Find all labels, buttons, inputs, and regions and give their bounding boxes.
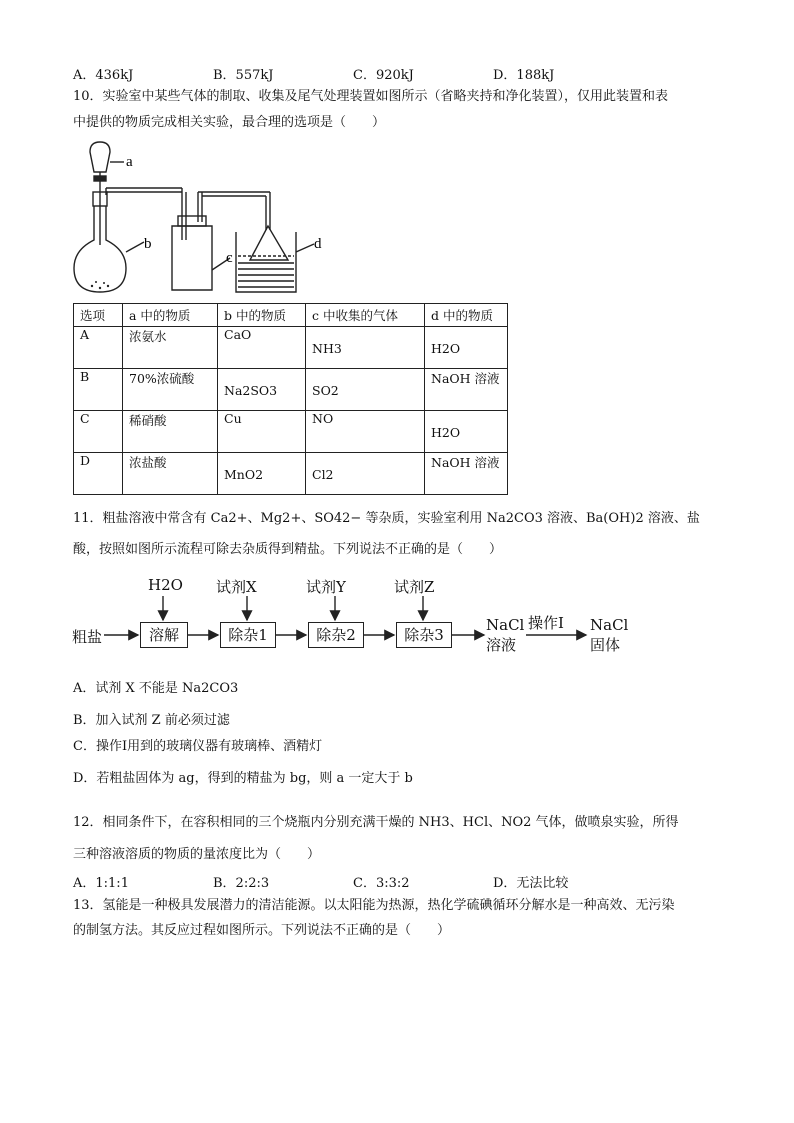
flow-box-remove1: 除杂1 — [220, 622, 276, 648]
q9-option-d: D．188kJ — [493, 68, 555, 83]
table-cell — [306, 327, 425, 369]
table-row — [74, 411, 508, 453]
q12-option-a: A．1:1:1 — [73, 876, 129, 891]
apparatus-label-a: a — [126, 154, 133, 170]
formula: NH3 — [312, 341, 342, 356]
table-header-cell: 选项 — [74, 304, 123, 327]
apparatus-label-b: b — [144, 236, 152, 252]
q9-options — [73, 64, 773, 82]
table-cell — [218, 453, 306, 495]
table-header-cell: b 中的物质 — [218, 304, 306, 327]
q13-stem-line2: 的制氢方法。其反应过程如图所示。下列说法不正确的是（ ） — [73, 923, 451, 938]
table-row — [74, 453, 508, 495]
flow-box-remove3: 除杂3 — [396, 622, 452, 648]
table-cell: 稀硝酸 — [123, 411, 218, 453]
q10-apparatus-diagram — [70, 140, 340, 300]
flow-nacl-solution-1: NaCl — [486, 616, 525, 634]
flow-nacl-solid-1: NaCl — [590, 616, 629, 634]
q11-option-c: C．操作Ⅰ用到的玻璃仪器有玻璃棒、酒精灯 — [73, 739, 323, 754]
table-cell: CaO — [218, 327, 306, 369]
q12-option-b: B．2:2:3 — [213, 876, 270, 891]
table-cell: 浓氨水 — [123, 327, 218, 369]
q13-stem-line1: 13．氢能是一种极具发展潜力的清洁能源。以太阳能为热源，热化学硫碘循环分解水是一种高效、无污染 — [73, 898, 675, 913]
formula: H2O — [431, 341, 461, 356]
q11-option-d: D．若粗盐固体为 ag，得到的精盐为 bg，则 a 一定大于 b — [73, 771, 413, 786]
table-cell: B — [74, 369, 123, 411]
flow-box-dissolve: 溶解 — [140, 622, 188, 648]
q11-flow-diagram — [70, 572, 670, 664]
table-cell: D — [74, 453, 123, 495]
formula: MnO2 — [224, 467, 264, 482]
q11-option-b: B．加入试剂 Z 前必须过滤 — [73, 713, 230, 728]
q10-stem-line2: 中提供的物质完成相关实验，最合理的选项是（ ） — [73, 115, 386, 130]
formula: Na2SO3 — [224, 383, 278, 398]
formula: Cl2 — [312, 467, 334, 482]
flow-reagent-z: 试剂Z — [394, 578, 435, 596]
apparatus-label-c: c — [226, 250, 233, 266]
q9-option-a: A．436kJ — [73, 68, 134, 83]
apparatus-label-d: d — [314, 236, 322, 252]
table-cell — [425, 411, 508, 453]
table-header-cell: d 中的物质 — [425, 304, 508, 327]
table-cell: 70%浓硫酸 — [123, 369, 218, 411]
table-cell: Cu — [218, 411, 306, 453]
flow-reagent-x: 试剂X — [216, 578, 257, 596]
table-header-cell: c 中收集的气体 — [306, 304, 425, 327]
q12-option-c: C．3:3:2 — [353, 876, 410, 891]
table-cell: A — [74, 327, 123, 369]
q12-options — [73, 872, 773, 890]
flow-nacl-solid-2: 固体 — [590, 636, 621, 654]
q12-stem-line2: 三种溶液溶质的物质的量浓度比为（ ） — [73, 847, 321, 862]
table-cell: NO — [306, 411, 425, 453]
formula: SO2 — [312, 383, 339, 398]
q10-options-table — [73, 303, 508, 495]
table-cell: NaOH 溶液 — [425, 369, 508, 411]
table-cell: C — [74, 411, 123, 453]
q11-option-a: A．试剂 X 不能是 Na2CO3 — [73, 681, 239, 696]
table-cell — [218, 369, 306, 411]
flow-nacl-solution-2: 溶液 — [486, 636, 517, 654]
table-cell: 浓盐酸 — [123, 453, 218, 495]
q11-stem-line1: 11．粗盐溶液中常含有 Ca2+、Mg2+、SO42− 等杂质，实验室利用 Na2CO3 溶液、Ba(OH)2 溶液、盐 — [73, 511, 700, 526]
table-row — [74, 369, 508, 411]
q9-option-c: C．920kJ — [353, 68, 414, 83]
q10-stem-line1: 10．实验室中某些气体的制取、收集及尾气处理装置如图所示（省略夹持和净化装置），仅用此装置和表 — [73, 89, 669, 104]
q9-option-b: B．557kJ — [213, 68, 274, 83]
table-cell — [306, 453, 425, 495]
flow-start-crude-salt: 粗盐 — [72, 628, 103, 646]
table-cell — [306, 369, 425, 411]
flow-box-remove2: 除杂2 — [308, 622, 364, 648]
table-row — [74, 327, 508, 369]
flow-arrows — [70, 572, 670, 664]
q11-stem-line2: 酸，按照如图所示流程可除去杂质得到精盐。下列说法不正确的是（ ） — [73, 542, 503, 557]
flow-reagent-y: 试剂Y — [306, 578, 346, 596]
formula: H2O — [431, 425, 461, 440]
flow-operation-1: 操作Ⅰ — [528, 614, 564, 632]
table-header-cell: a 中的物质 — [123, 304, 218, 327]
table-header-row — [74, 304, 508, 327]
q12-stem-line1: 12．相同条件下，在容积相同的三个烧瓶内分别充满干燥的 NH3、HCl、NO2 气体，做喷泉实验，所得 — [73, 815, 679, 830]
q12-option-d: D．无法比较 — [493, 876, 569, 891]
flow-reagent-h2o: H2O — [148, 576, 183, 594]
table-cell — [425, 327, 508, 369]
table-cell: NaOH 溶液 — [425, 453, 508, 495]
